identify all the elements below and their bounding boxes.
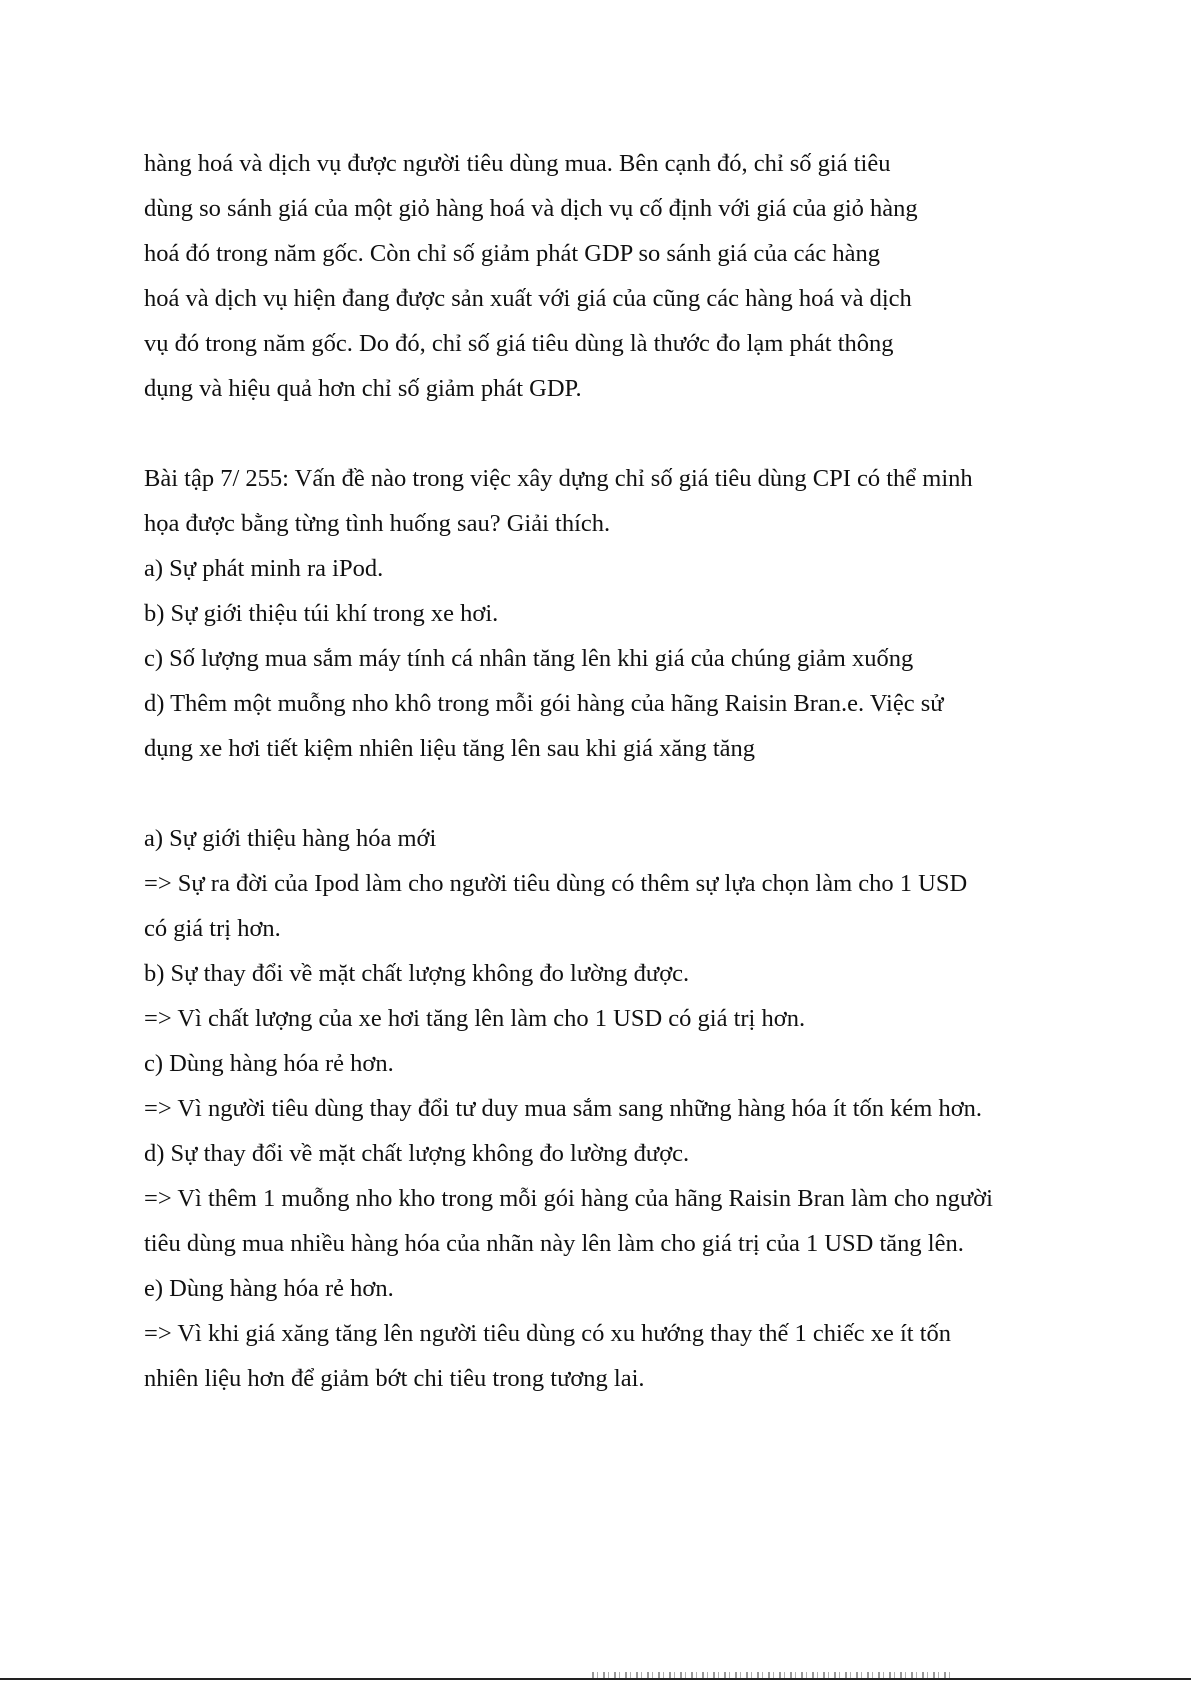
- text-line: hàng hoá và dịch vụ được người tiêu dùng mua. Bên cạnh đó, chỉ số giá tiêu: [144, 150, 891, 177]
- answer-line: => Vì khi giá xăng tăng lên người tiêu dùng có xu hướng thay thế 1 chiếc xe ít tốn: [144, 1320, 952, 1347]
- text-line: dùng so sánh giá của một giỏ hàng hoá và dịch vụ cố định với giá của giỏ hàng: [144, 195, 918, 222]
- answer-line: => Vì chất lượng của xe hơi tăng lên làm cho 1 USD có giá trị hơn.: [144, 1005, 806, 1032]
- option-item: b) Sự giới thiệu túi khí trong xe hơi.: [144, 600, 499, 627]
- answer-line: d) Sự thay đổi về mặt chất lượng không đo lường được.: [144, 1140, 690, 1167]
- option-item: c) Số lượng mua sắm máy tính cá nhân tăng lên khi giá của chúng giảm xuống: [144, 645, 914, 672]
- intro-paragraph: [144, 141, 1074, 411]
- text-line: hoá đó trong năm gốc. Còn chỉ số giảm phát GDP so sánh giá của các hàng: [144, 240, 880, 267]
- answer-line: nhiên liệu hơn để giảm bớt chi tiêu trong tương lai.: [144, 1365, 645, 1392]
- answer-line: c) Dùng hàng hóa rẻ hơn.: [144, 1050, 394, 1077]
- answers-section: [144, 816, 1074, 1401]
- text-line: vụ đó trong năm gốc. Do đó, chỉ số giá tiêu dùng là thước đo lạm phát thông: [144, 330, 894, 357]
- answer-line: a) Sự giới thiệu hàng hóa mới: [144, 825, 437, 852]
- answer-line: b) Sự thay đổi về mặt chất lượng không đo lường được.: [144, 960, 690, 987]
- option-item: d) Thêm một muỗng nho khô trong mỗi gói hàng của hãng Raisin Bran.e. Việc sử: [144, 690, 944, 717]
- document-body: [144, 141, 1074, 1401]
- paragraph-spacer: [144, 411, 1074, 456]
- exercise-options: [144, 546, 1074, 771]
- answer-line: tiêu dùng mua nhiều hàng hóa của nhãn này lên làm cho giá trị của 1 USD tăng lên.: [144, 1230, 964, 1257]
- answer-line: có giá trị hơn.: [144, 915, 281, 942]
- option-item: a) Sự phát minh ra iPod.: [144, 555, 384, 582]
- footer-rule: [0, 1678, 1191, 1680]
- text-line: dụng và hiệu quả hơn chỉ số giảm phát GDP.: [144, 375, 582, 402]
- answer-line: e) Dùng hàng hóa rẻ hơn.: [144, 1275, 394, 1302]
- answer-line: => Vì người tiêu dùng thay đổi tư duy mua sắm sang những hàng hóa ít tốn kém hơn.: [144, 1095, 983, 1122]
- exercise-question: [144, 456, 1074, 546]
- answer-line: => Sự ra đời của Ipod làm cho người tiêu dùng có thêm sự lựa chọn làm cho 1 USD: [144, 870, 968, 897]
- answer-line: => Vì thêm 1 muỗng nho kho trong mỗi gói hàng của hãng Raisin Bran làm cho người: [144, 1185, 993, 1212]
- text-line: hoá và dịch vụ hiện đang được sản xuất với giá của cũng các hàng hoá và dịch: [144, 285, 912, 312]
- question-line: Bài tập 7/ 255: Vấn đề nào trong việc xây dựng chỉ số giá tiêu dùng CPI có thể minh: [144, 465, 973, 492]
- option-item: dụng xe hơi tiết kiệm nhiên liệu tăng lên sau khi giá xăng tăng: [144, 735, 756, 762]
- question-line: họa được bằng từng tình huống sau? Giải thích.: [144, 510, 611, 537]
- paragraph-spacer: [144, 771, 1074, 816]
